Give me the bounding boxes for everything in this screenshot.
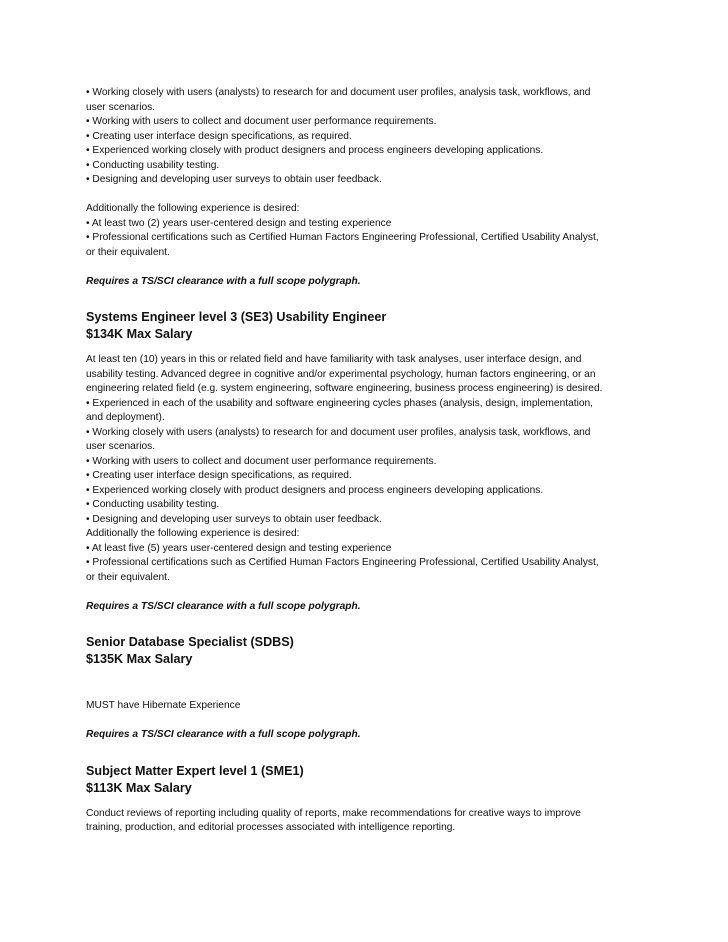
additional-line: Additionally the following experience is desired: [86,203,300,214]
clearance-requirement: Requires a TS/SCI clearance with a full scope polygraph. [86,275,361,287]
job-description-line: • Working closely with users (analysts) to research for and document user profiles, analysis task, workflows, and [86,426,591,438]
job-salary: $134K Max Salary [86,327,193,341]
job-salary: $113K Max Salary [86,780,192,795]
job-description-line: Additionally the following experience is desired: [86,528,300,539]
intro-line: • Working with users to collect and document user performance requirements. [86,116,437,127]
job-description-line: • Conducting usability testing. [86,499,220,510]
job-description-line: or their equivalent. [86,571,170,583]
clearance-requirement: Requires a TS/SCI clearance with a full scope polygraph. [86,600,361,612]
job-description-line: and deployment). [86,412,165,423]
job-title: Senior Database Specialist (SDBS) [86,635,294,649]
job-description-line: At least ten (10) years in this or related field and have familiarity with task analyses, user interface design, and [86,354,582,365]
intro-line: user scenarios. [86,101,156,113]
job-description-line: • Experienced in each of the usability and software engineering cycles phases (analysis, design, implementation, [86,397,594,409]
sme1-section [86,763,646,836]
sdbs-section [86,634,646,743]
additional-line: • Professional certifications such as Certified Human Factors Engineering Professional, Certified Usability Analyst, [86,232,599,243]
job-description-line: user scenarios. [86,441,156,452]
job-description-line: • Designing and developing user surveys to obtain user feedback. [86,513,382,525]
intro-line: • Experienced working closely with product designers and process engineers developing applications. [86,145,544,156]
intro-line: • Creating user interface design specifications, as required. [86,130,352,142]
job-description-line: usability testing. Advanced degree in cognitive and/or experimental psychology, human factors engineering, or an [86,368,596,380]
clearance-requirement: Requires a TS/SCI clearance with a full scope polygraph. [86,729,361,740]
intro-section [86,86,646,289]
job-title: Subject Matter Expert level 1 (SME1) [86,763,304,778]
additional-line: • At least two (2) years user-centered design and testing experience [86,217,392,229]
intro-line: • Working closely with users (analysts) to research for and document user profiles, analysis task, workflows, and [86,87,591,98]
job-salary: $135K Max Salary [86,652,193,666]
additional-line: or their equivalent. [86,246,170,258]
se3-section [86,309,646,614]
intro-line: • Designing and developing user surveys to obtain user feedback. [86,174,382,185]
job-description-line: • Experienced working closely with product designers and process engineers developing applications. [86,484,544,496]
job-title: Systems Engineer level 3 (SE3) Usability Engineer [86,310,387,324]
job-description-line: Conduct reviews of reporting including quality of reports, make recommendations for creative ways to improve [86,807,581,819]
job-description-line: • At least five (5) years user-centered design and testing experience [86,542,392,554]
job-description-line: • Professional certifications such as Certified Human Factors Engineering Professional, Certified Usability Analyst, [86,557,599,568]
job-description-line: • Working with users to collect and document user performance requirements. [86,455,437,467]
document-page [86,86,646,836]
job-description-line: engineering related field (e.g. system engineering, software engineering, business process engineering) is desired. [86,383,603,394]
job-description-line: training, production, and editorial processes associated with intelligence reporting. [86,822,456,833]
job-description-line: • Creating user interface design specifications, as required. [86,470,352,481]
job-note: MUST have Hibernate Experience [86,700,241,711]
intro-line: • Conducting usability testing. [86,159,220,171]
